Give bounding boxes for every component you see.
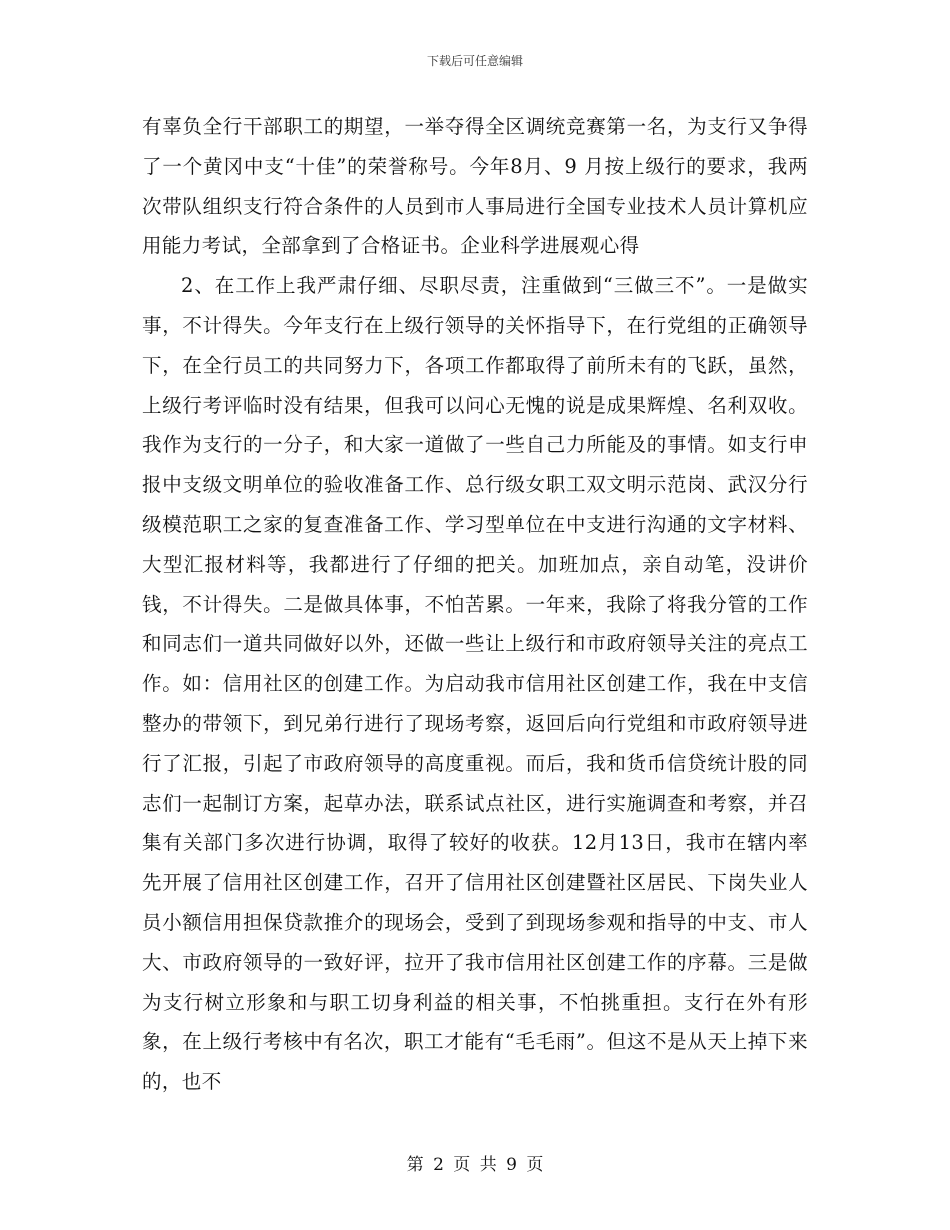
page-footer	[0, 1154, 950, 1176]
page-number-label: 第 2 页 共 9 页	[406, 1155, 544, 1175]
paragraph-continued: 有辜负全行干部职工的期望，一举夺得全区调统竞赛第一名，为支行又争得了一个黄冈中支“十佳”的荣誉称号。今年8月、9 月按上级行的要求，我两次带队组织支行符合条件的人员到市人事局进行全国专业技术人员计算机应用能力考试，全部拿到了合格证书。企业科学进展观心得	[142, 115, 808, 258]
page-header	[0, 53, 950, 69]
paragraph-section-2: 2、在工作上我严肃仔细、尽职尽责，注重做到“三做三不”。一是做实事，不计得失。今年支行在上级行领导的关怀指导下，在行党组的正确领导下，在全行员工的共同努力下，各项工作都取得了前所未有的飞跃，虽然，上级行考评临时没有结果，但我可以问心无愧的说是成果辉煌、名利双收。我作为支行的一分子，和大家一道做了一些自己力所能及的事情。如支行申报中支级文明单位的验收准备工作、总行级女职工双文明示范岗、武汉分行级模范职工之家的复查准备工作、学习型单位在中支进行沟通的文字材料、大型汇报材料等，我都进行了仔细的把关。加班加点，亲自动笔，没讲价钱，不计得失。二是做具体事，不怕苦累。一年来，我除了将我分管的工作和同志们一道共同做好以外，还做一些让上级行和市政府领导关注的亮点工作。如：信用社区的创建工作。为启动我市信用社区创建工作，我在中支信整办的带领下，到兄弟行进行了现场考察，返回后向行党组和市政府领导进行了汇报，引起了市政府领导的高度重视。而后，我和货币信贷统计股的同志们一起制订方案，起草办法，联系试点社区，进行实施调查和考察，并召集有关部门多次进行协调，取得了较好的收获。12月13日，我市在辖内率先开展了信用社区创建工作，召开了信用社区创建暨社区居民、下岗失业人员小额信用担保贷款推介的现场会，受到了到现场参观和指导的中支、市人大、市政府领导的一致好评，拉开了我市信用社区创建工作的序幕。三是做为支行树立形象和与职工切身利益的相关事，不怕挑重担。支行在外有形象，在上级行考核中有名次，职工才能有“毛毛雨”。但这不是从天上掉下来的，也不	[142, 274, 808, 1094]
header-note: 下载后可任意编辑	[426, 54, 523, 68]
document-body	[142, 107, 808, 1102]
